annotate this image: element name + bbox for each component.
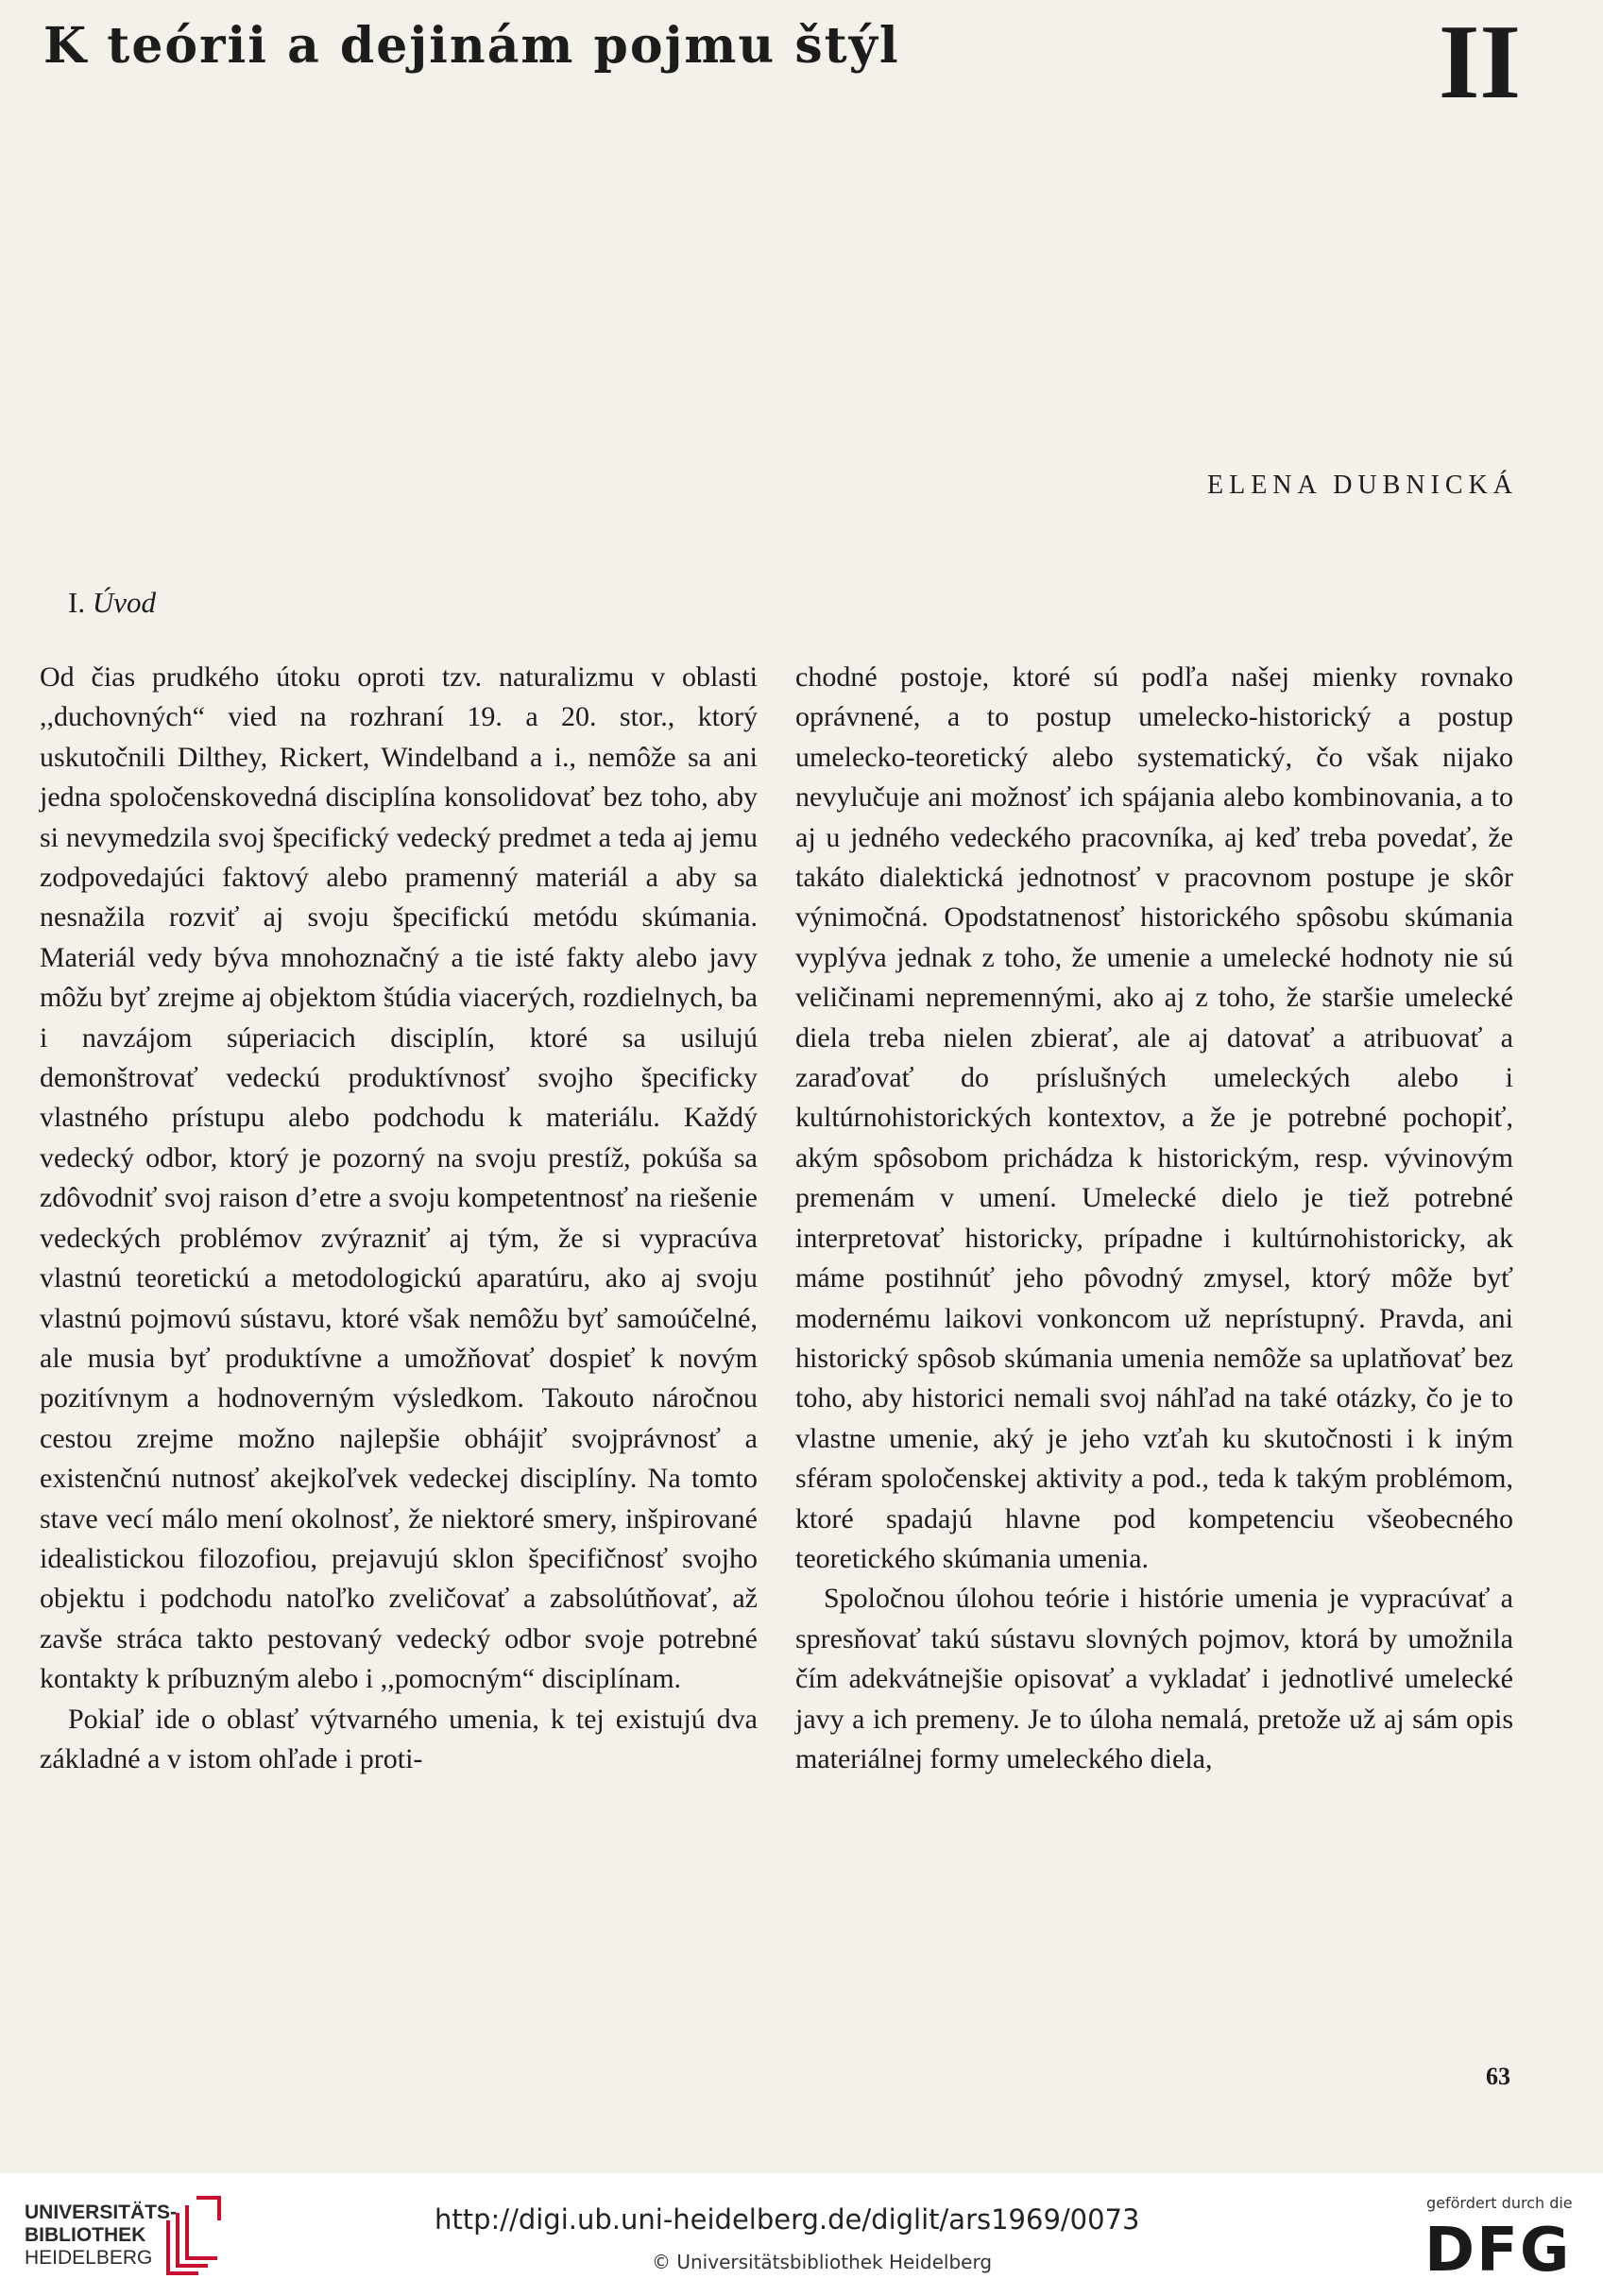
- chapter-number: II: [1438, 4, 1521, 121]
- dfg-logo: DFG: [1424, 2216, 1572, 2286]
- paragraph: Pokiaľ ide o oblasť výtvarného umenia, k tej existujú dva základné a v istom ohľade i proti-: [40, 1703, 758, 1774]
- library-name-line: HEIDELBERG: [25, 2247, 153, 2269]
- library-name-line: UNIVERSITÄTS-: [25, 2202, 178, 2223]
- paragraph: chodné postoje, ktoré sú podľa našej mienky rovnako oprávnené, a to postup umelecko-historický a postup umelecko-teoretický alebo systematický, čo však nijako nevylučuje ani možnosť ich spájania alebo kombinovania, a to aj u jedného vedeckého pracovníka, aj keď treba povedať, že takáto dialektická jednotnosť v pracovnom postupe je skôr výnimočná. Opodstatnenosť historického spôsobu skúmania vyplýva jednak z toho, že umenie a umelecké hodnoty nie sú veličinami nepremennými, ako aj z toho, že staršie umelecké diela treba nielen zbierať, ale aj datovať a atribuovať a zaraďovať do príslušných umeleckých alebo i kultúrnohistorických kontextov, a že je potrebné pochopiť, akým spôsobom prichádza k historickým, resp. vývinovým premenám v umení. Umelecké dielo je tiež potrebné interpretovať historicky, prípadne i kultúrnohistoricky, ak máme postihnúť jeho pôvodný zmysel, ktorý môže byť modernému laikovi vonkoncom už neprístupný. Pravda, ani historický spôsob skúmania umenia nemôže sa uplatňovať bez toho, aby historici nemali svoj náhľad na také otázky, čo je to vlastne umenie, aký je jeho vzťah ku skutočnosti i k iným sféram spoločenskej aktivity a pod., teda k takým problémom, ktoré spadajú hlavne pod kompetenciu všeobecného teoretického skúmania umenia.: [795, 661, 1513, 1574]
- left-column: [40, 658, 758, 1779]
- funding-note: gefördert durch die: [1426, 2194, 1573, 2212]
- library-name-line: BIBLIOTHEK: [25, 2224, 146, 2246]
- author-name: ELENA DUBNICKÁ: [1207, 471, 1518, 500]
- paragraph: Spoločnou úlohou teórie i histórie umenia je vypracúvať a spresňovať takú sústavu slovných pojmov, ktorá by umožnila čím adekvátnejšie opisovať a vykladať i jednotlivé umelecké javy a ich premeny. Je to úloha nemalá, pretože už aj sám opis materiálnej formy umeleckého diela,: [795, 1583, 1513, 1774]
- section-title: Úvod: [92, 586, 156, 619]
- copyright-notice: © Universitätsbibliothek Heidelberg: [652, 2251, 993, 2273]
- source-url[interactable]: http://digi.ub.uni-heidelberg.de/diglit/ars1969/0073: [435, 2203, 1140, 2236]
- article-title: K teórii a dejinám pojmu štýl: [43, 17, 900, 75]
- section-number: I.: [68, 586, 86, 619]
- paragraph: Od čias prudkého útoku oproti tzv. naturalizmu v oblasti ,,duchovných“ vied na rozhraní 19. a 20. stor., ktorý uskutočnili Dilthey, Rickert, Windelband a i., nemôže sa ani jedna spoločenskovedná disciplína konsolidovať bez toho, aby si nevymedzila svoj špecifický vedecký predmet a teda aj jemu zodpovedajúci faktový alebo pramenný materiál a aby sa nesnažila rozviť aj svoju špecifickú metódu skúmania. Materiál vedy býva mnohoznačný a tie isté fakty alebo javy môžu byť zrejme aj objektom štúdia viacerých, rozdielnych, ba i navzájom súperiacich disciplín, ktoré sa usilujú demonštrovať vedeckú produktívnosť svojho špecificky vlastného prístupu alebo podchodu k materiálu. Každý vedecký odbor, ktorý je pozorný na svoju prestíž, pokúša sa zdôvodniť svoj raison d’etre a svoju kompetentnosť na riešenie vedeckých problémov zvýrazniť aj tým, že si vypracúva vlastnú teoretickú a metodologickú aparatúru, ako aj svoju vlastnú pojmovú sústavu, ktoré však nemôžu byť samoúčelné, ale musia byť produktívne a umožňovať dospieť k novým pozitívnym a hodnoverným výsledkom. Takouto náročnou cestou zrejme možno najlepšie obhájiť svojprávnosť a existenčnú nutnosť akejkoľvek vedeckej disciplíny. Na tomto stave vecí málo mení okolnosť, že niektoré smery, inšpirované idealistickou filozofiou, prejavujú sklon špecifičnosť svojho objektu i podchodu natoľko zveličovať a zabsolútňovať, až zavše stráca takto pestovaný vedecký odbor svoje potrebné kontakty k príbuzným alebo i ,,pomocným“ disciplínam.: [40, 661, 758, 1695]
- right-column: [795, 658, 1513, 1779]
- page-number: 63: [1486, 2063, 1510, 2090]
- section-heading: [68, 586, 156, 620]
- library-name: [25, 2202, 177, 2270]
- footer-bar: [0, 2173, 1603, 2296]
- library-logo-icon: [161, 2192, 227, 2277]
